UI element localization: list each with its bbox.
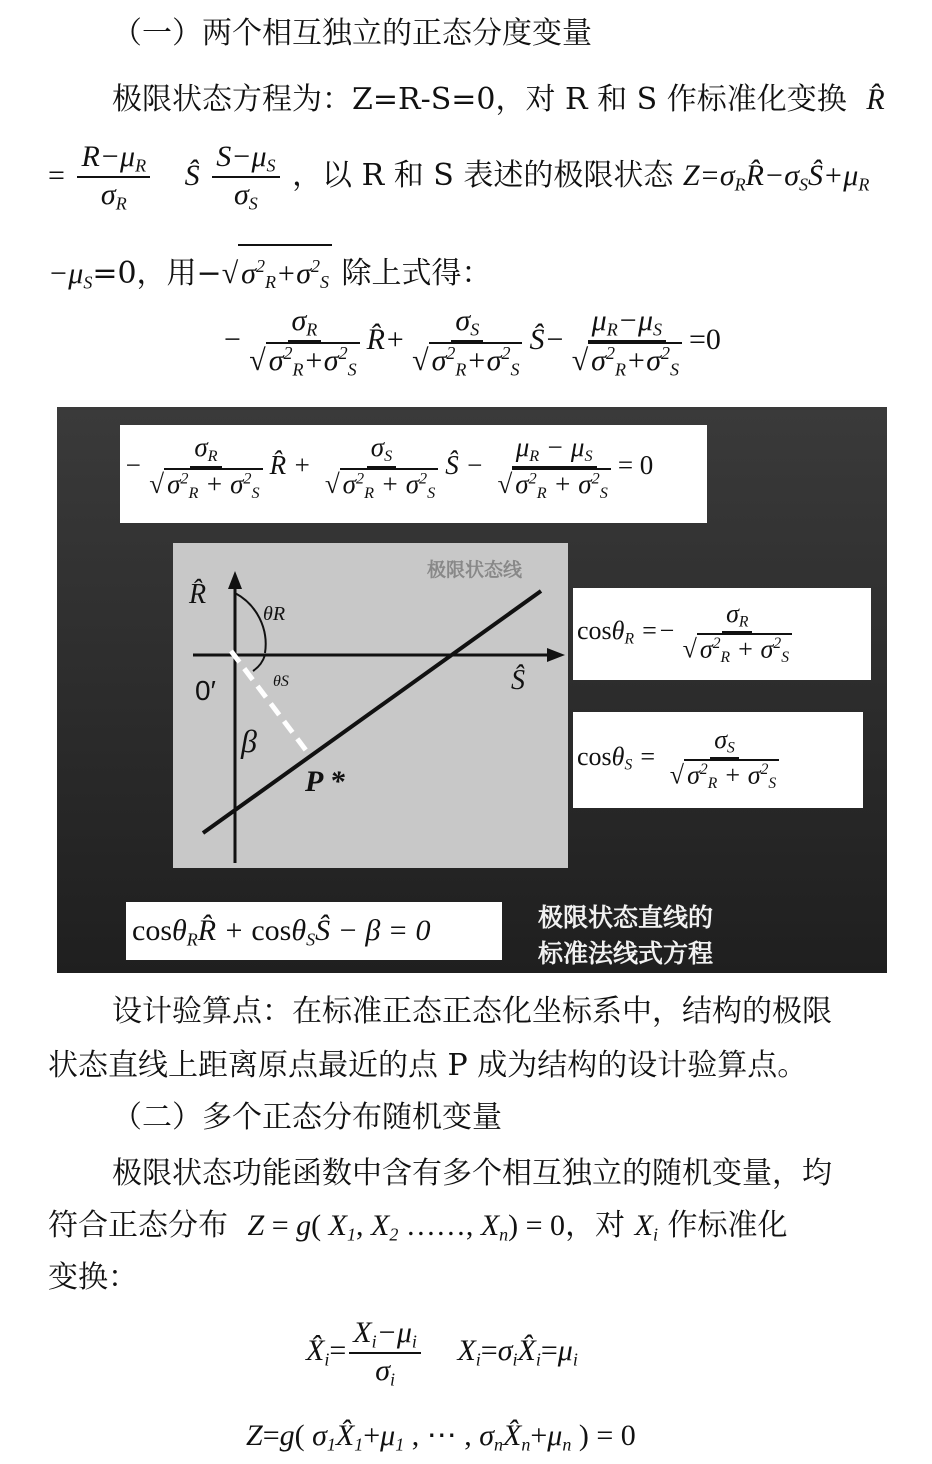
- section-heading-1: （一）两个相互独立的正态分度变量: [112, 16, 592, 51]
- normal-line-equation-box: cosθ$_R$R̂ + cosθ$_S$Ŝ − β = 0: [126, 902, 502, 960]
- paragraph-line: 符合正态分布 Z = g( $X_1$, $X_2$ ……, $X_n) = 0$，对 $X_i$ 作标准化: [48, 1208, 788, 1245]
- function-equation: Z=g( $\sigma_1X̂_1+\mu_1$ , ⋯ , $\sigma_nX̂_n+\mu_n$ ) = 0: [246, 1419, 636, 1455]
- caption-line-2: 标准法线式方程: [538, 939, 714, 968]
- paragraph-line: 设计验算点：在标准正态正态化坐标系中，结构的极限: [112, 994, 832, 1029]
- cos-theta-s-box: cosθ$_S$ = $\frac{\sigma_S}{√ \sigma^2_R + \sigma^2_S}$: [573, 712, 863, 808]
- paragraph-line: = $\frac{R-\mu_R}{\sigma_R}$ Ŝ $\frac{S-\mu_S}{\sigma_S}$ ，以 R 和 S 表述的极限状态 $Z=\sigma_RR̂-\sigma_SŜ+\mu_R$: [48, 140, 870, 214]
- paragraph-line: 状态直线上距离原点最近的点 P 成为结构的设计验算点。: [48, 1048, 808, 1083]
- section-heading-2: （二）多个正态分布随机变量: [112, 1100, 502, 1135]
- paragraph-text: 符合正态分布: [48, 1208, 228, 1243]
- paragraph-text: ，对: [565, 1208, 626, 1243]
- paragraph-line: $-\mu_S=0$，用−√ $\sigma^2_R+\sigma^2_S$ 除上式得：: [48, 244, 492, 302]
- axis-r-label: R̂: [189, 579, 207, 610]
- axis-s-label: Ŝ: [511, 665, 525, 696]
- paragraph-text: 作标准化: [667, 1208, 788, 1243]
- paragraph-line: 变换：: [48, 1260, 138, 1295]
- limit-state-line-label: 极限状态线: [427, 559, 523, 581]
- formula-box-top: − $\frac{\sigma_R}{√ \sigma^2_R + \sigma^2_S}$ R̂ + $\frac{\sigma_S}{√ \sigma^2_R + \sigma^2_S}$ Ŝ − $\frac{\mu_R - \mu_S}{√ \sigma^2_R + \sigma^2_S}$ = 0: [120, 425, 707, 523]
- origin-label: 0′: [195, 675, 216, 706]
- theta-r-label: θR: [263, 603, 286, 625]
- beta-label: β: [241, 723, 257, 759]
- diagram-svg: [173, 543, 568, 868]
- theta-s-label: θS: [273, 673, 289, 690]
- caption-line-1: 极限状态直线的: [538, 903, 714, 932]
- paragraph-text: ，以 R 和 S 表述的极限状态: [292, 158, 674, 194]
- cos-theta-r-box: cosθ$_R$ =− $\frac{\sigma_R}{√ \sigma^2_R + \sigma^2_S}$: [573, 588, 871, 680]
- figure-caption: [538, 900, 713, 972]
- limit-state-diagram: [173, 543, 568, 868]
- standardization-fraction-r: $\frac{R-\mu_R}{\sigma_R}$: [77, 140, 150, 214]
- paragraph-line: 极限状态方程为：Z=R-S=0，对 R 和 S 作标准化变换 R̂: [112, 82, 885, 117]
- paragraph-text: 除上式得：: [341, 255, 492, 291]
- standardization-fraction-s: $\frac{S-\mu_S}{\sigma_S}$: [212, 140, 279, 214]
- standardization-equation: $X̂_i=$ $\frac{X_i-\mu_i}{\sigma_i}$ $X_i=\sigma_iX̂_i=\mu_i$: [306, 1316, 578, 1390]
- normal-form-equation: − $\frac{\sigma_R}{√ \sigma^2_R+\sigma^2_S}$ R̂+ $\frac{\sigma_S}{√ \sigma^2_R+\sigma^2_S}$ Ŝ− $\frac{\mu_R-\mu_S}{√ \sigma^2_R+\sigma^2_S}$ =0: [222, 304, 721, 380]
- design-point-label: P *: [305, 765, 345, 798]
- paragraph-text: 极限状态方程为：Z=R-S=0，对 R 和 S 作标准化变换: [112, 82, 847, 117]
- paragraph-line: 极限状态功能函数中含有多个相互独立的随机变量，均: [112, 1156, 832, 1191]
